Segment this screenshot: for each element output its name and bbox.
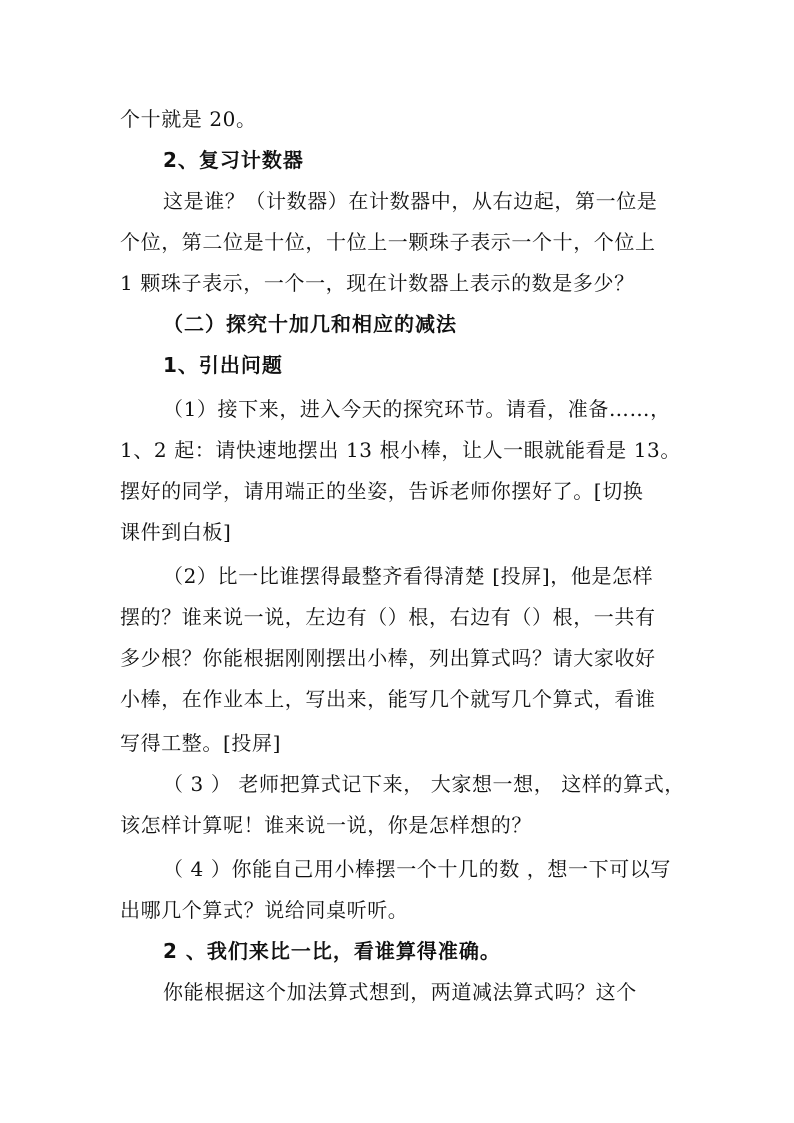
section-heading: 2、复习计数器 <box>163 148 304 172</box>
paragraph-line: （ 3 ） 老师把算式记下来， 大家想一想， 这样的算式， <box>163 772 685 796</box>
paragraph-line: 多少根？你能根据刚刚摆出小棒，列出算式吗？请大家收好 <box>120 646 656 670</box>
paragraph-line: 摆的？谁来说一说，左边有（）根，右边有（）根，一共有 <box>120 605 656 629</box>
paragraph-line: 摆好的同学，请用端正的坐姿，告诉老师你摆好了。[切换 <box>120 479 644 503</box>
paragraph-line: 1、2 起：请快速地摆出 13 根小棒，让人一眼就能看是 13。 <box>120 438 681 462</box>
text-line: 个十就是 20。 <box>120 107 257 131</box>
paragraph-line: 小棒，在作业本上，写出来，能写几个就写几个算式，看谁 <box>120 687 656 711</box>
paragraph-line: 1 颗珠子表示，一个一，现在计数器上表示的数是多少？ <box>120 271 635 295</box>
paragraph-line: （1）接下来，进入今天的探究环节。请看，准备……， <box>163 397 671 421</box>
section-heading: 2 、我们来比一比，看谁算得准确。 <box>163 939 501 963</box>
paragraph-line: 写得工整。[投屏] <box>120 731 282 755</box>
paragraph-line: 出哪几个算式？说给同桌听听。 <box>120 898 409 922</box>
paragraph-line: 你能根据这个加法算式想到，两道减法算式吗？这个 <box>163 980 637 1004</box>
paragraph-line: 课件到白板] <box>120 520 232 544</box>
paragraph-line: 个位，第二位是十位，十位上一颗珠子表示一个十，个位上 <box>120 230 656 254</box>
subsection-heading: 1、引出问题 <box>163 353 283 377</box>
paragraph-line: 该怎样计算呢！谁来说一说，你是怎样想的？ <box>120 813 532 837</box>
paragraph-line: （2）比一比谁摆得最整齐看得清楚 [投屏]，他是怎样 <box>163 564 654 588</box>
section-heading: （二）探究十加几和相应的减法 <box>163 312 457 336</box>
paragraph-line: （ 4 ）你能自己用小棒摆一个十几的数 ，想一下可以写 <box>163 857 671 881</box>
paragraph-line: 这是谁？（计数器）在计数器中，从右边起，第一位是 <box>163 189 658 213</box>
